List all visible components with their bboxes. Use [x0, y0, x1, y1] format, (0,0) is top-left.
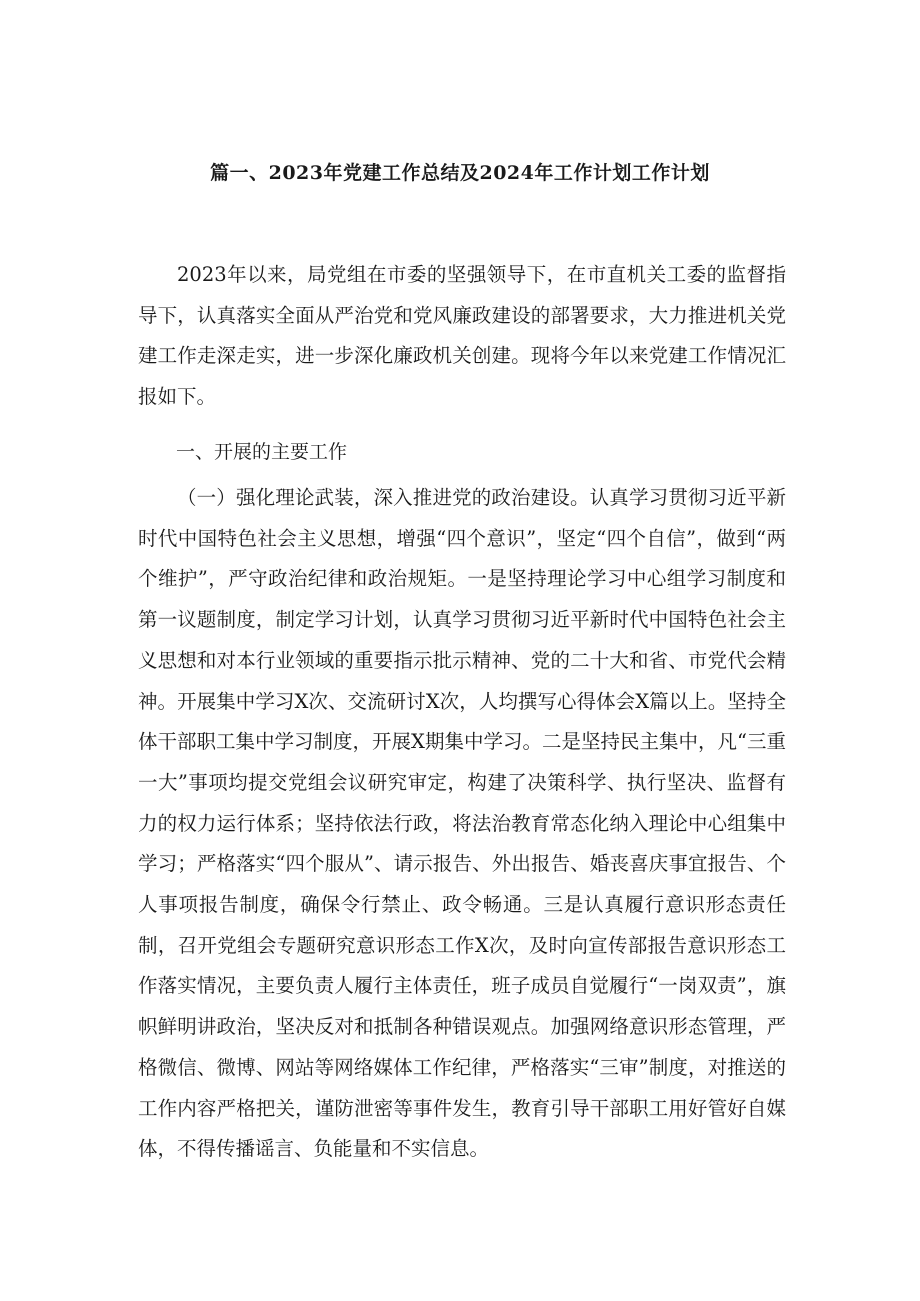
section-paragraph: （一）强化理论武装，深入推进党的政治建设。认真学习贯彻习近平新时代中国特色社会主义思想，增强“四个意识”，坚定“四个自信”，做到“两个维护”，严守政治纪律和政治规矩。一是坚持理论学习中心组学习制度和第一议题制度，制定学习计划，认真学习贯彻习近平新时代中国特色社会主义思想和对本行业领域的重要指示批示精神、党的二十大和省、市党代会精神。开展集中学习X次、交流研讨X次，人均撰写心得体会X篇以上。坚持全体干部职工集中学习制度，开展X期集中学习。二是坚持民主集中，凡“三重一大”事项均提交党组会议研究审定，构建了决策科学、执行坚决、监督有力的权力运行体系；坚持依法行政，将法治教育常态化纳入理论中心组集中学习；严格落实“四个服从”、请示报告、外出报告、婚丧喜庆事宜报告、个人事项报告制度，确保令行禁止、政令畅通。三是认真履行意识形态责任制，召开党组会专题研究意识形态工作X次，及时向宣传部报告意识形态工作落实情况，主要负责人履行主体责任，班子成员自觉履行“一岗双责”，旗帜鲜明讲政治，坚决反对和抵制各种错误观点。加强网络意识形态管理，严格微信、微博、网站等网络媒体工作纪律，严格落实“三审”制度，对推送的工作内容严格把关，谨防泄密等事件发生，教育引导干部职工用好管好自媒体，不得传播谣言、负能量和不实信息。: [138, 486, 786, 1161]
section-heading: 一、开展的主要工作: [176, 441, 348, 463]
intro-paragraph: 2023年以来，局党组在市委的坚强领导下，在市直机关工委的监督指导下，认真落实全面从严治党和党风廉政建设的部署要求，大力推进机关党建工作走深走实，进一步深化廉政机关创建。现将今年以来党建工作情况汇报如下。: [138, 263, 786, 409]
document-title: 篇一、2023年党建工作总结及2024年工作计划工作计划: [210, 162, 710, 184]
